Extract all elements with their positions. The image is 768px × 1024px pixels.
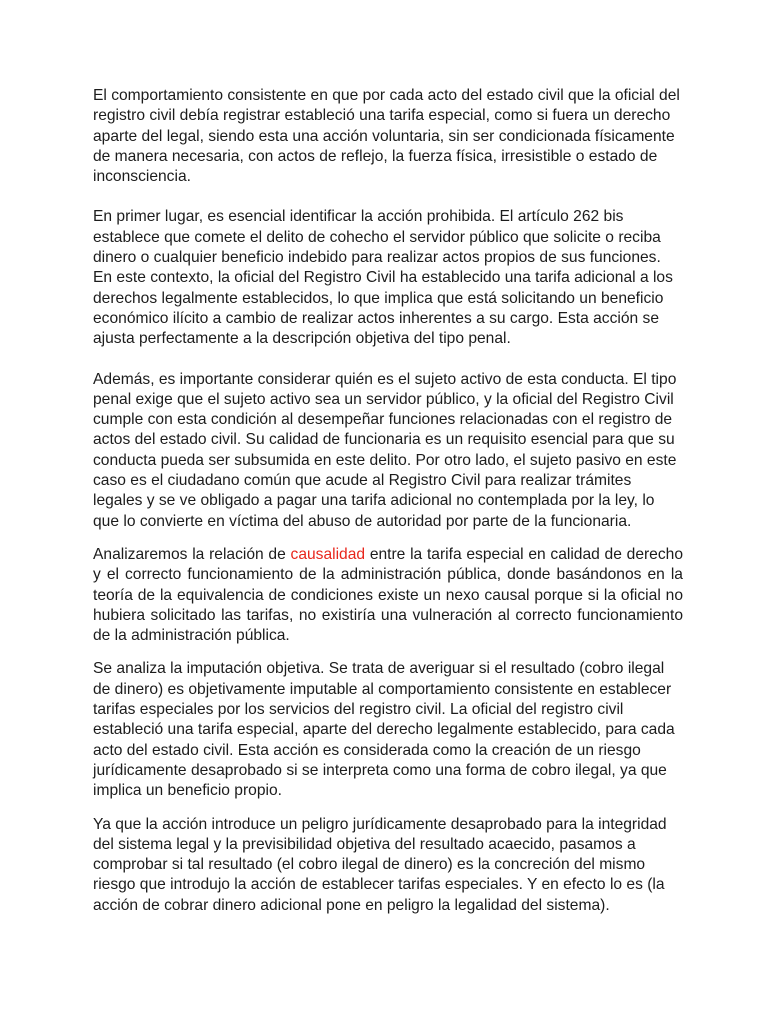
- paragraph-6: Ya que la acción introduce un peligro jurídicamente desaprobado para la integridad del sistema legal y la previsibilidad objetiva del resultado acaecido, pasamos a comprobar si tal resultado (el cobro ilegal de dinero) es la concreción del mismo riesgo que introdujo la acción de establecer tarifas especiales. Y en efecto lo es (la acción de cobrar dinero adicional pone en peligro la legalidad del sistema).: [93, 815, 667, 914]
- paragraph-4-lead: Analizaremos la relación de: [93, 545, 291, 563]
- paragraph-5: Se analiza la imputación objetiva. Se trata de averiguar si el resultado (cobro ilegal de dinero) es objetivamente imputable al comportamiento consistente en establecer tarifas especiales por los servicios del registro civil. La oficial del registro civil estableció una tarifa especial, aparte del derecho legalmente establecido, para cada acto del estado civil. Esta acción es considerada como la creación de un riesgo jurídicamente desaprobado si se interpreta como una forma de cobro ilegal, ya que implica un beneficio propio.: [93, 660, 675, 800]
- highlighted-term: causalidad: [290, 545, 366, 563]
- document-body: [93, 86, 683, 916]
- paragraph-3: Además, es importante considerar quién es el sujeto activo de esta conducta. El tipo penal exige que el sujeto activo sea un servidor público, y la oficial del Registro Civil cumple con esta condición al desempeñar funciones relacionadas con el registro de actos del estado civil. Su calidad de funcionaria es un requisito esencial para que su conducta pueda ser subsumida en este delito. Por otro lado, el sujeto pasivo en este caso es el ciudadano común que acude al Registro Civil para realizar trámites legales y se ve obligado a pagar una tarifa adicional no contemplada por la ley, lo que lo convierte en víctima del abuso de autoridad por parte de la funcionaria.: [93, 370, 677, 530]
- paragraph-2: En primer lugar, es esencial identificar la acción prohibida. El artículo 262 bis establece que comete el delito de cohecho el servidor público que solicite o reciba dinero o cualquier beneficio indebido para realizar actos propios de sus funciones. En este contexto, la oficial del Registro Civil ha establecido una tarifa adicional a los derechos legalmente establecidos, lo que implica que está solicitando un beneficio económico ilícito a cambio de realizar actos inherentes a su cargo. Esta acción se ajusta perfectamente a la descripción objetiva del tipo penal.: [93, 208, 673, 348]
- paragraph-1: El comportamiento consistente en que por cada acto del estado civil que la oficial del registro civil debía registrar estableció una tarifa especial, como si fuera un derecho aparte del legal, siendo esta una acción voluntaria, sin ser condicionada físicamente de manera necesaria, con actos de reflejo, la fuerza física, irresistible o estado de inconsciencia.: [93, 87, 680, 186]
- paragraph-4-rest: entre la tarifa especial en calidad de derecho y el correcto funcionamiento de la administración pública, donde basándonos en la teoría de la equivalencia de condiciones existe un nexo causal porque si la oficial no hubiera solicitado las tarifas, no existiría una vulneración al correcto funcionamiento de la administración pública.: [93, 545, 683, 645]
- paragraph-4: [93, 545, 683, 646]
